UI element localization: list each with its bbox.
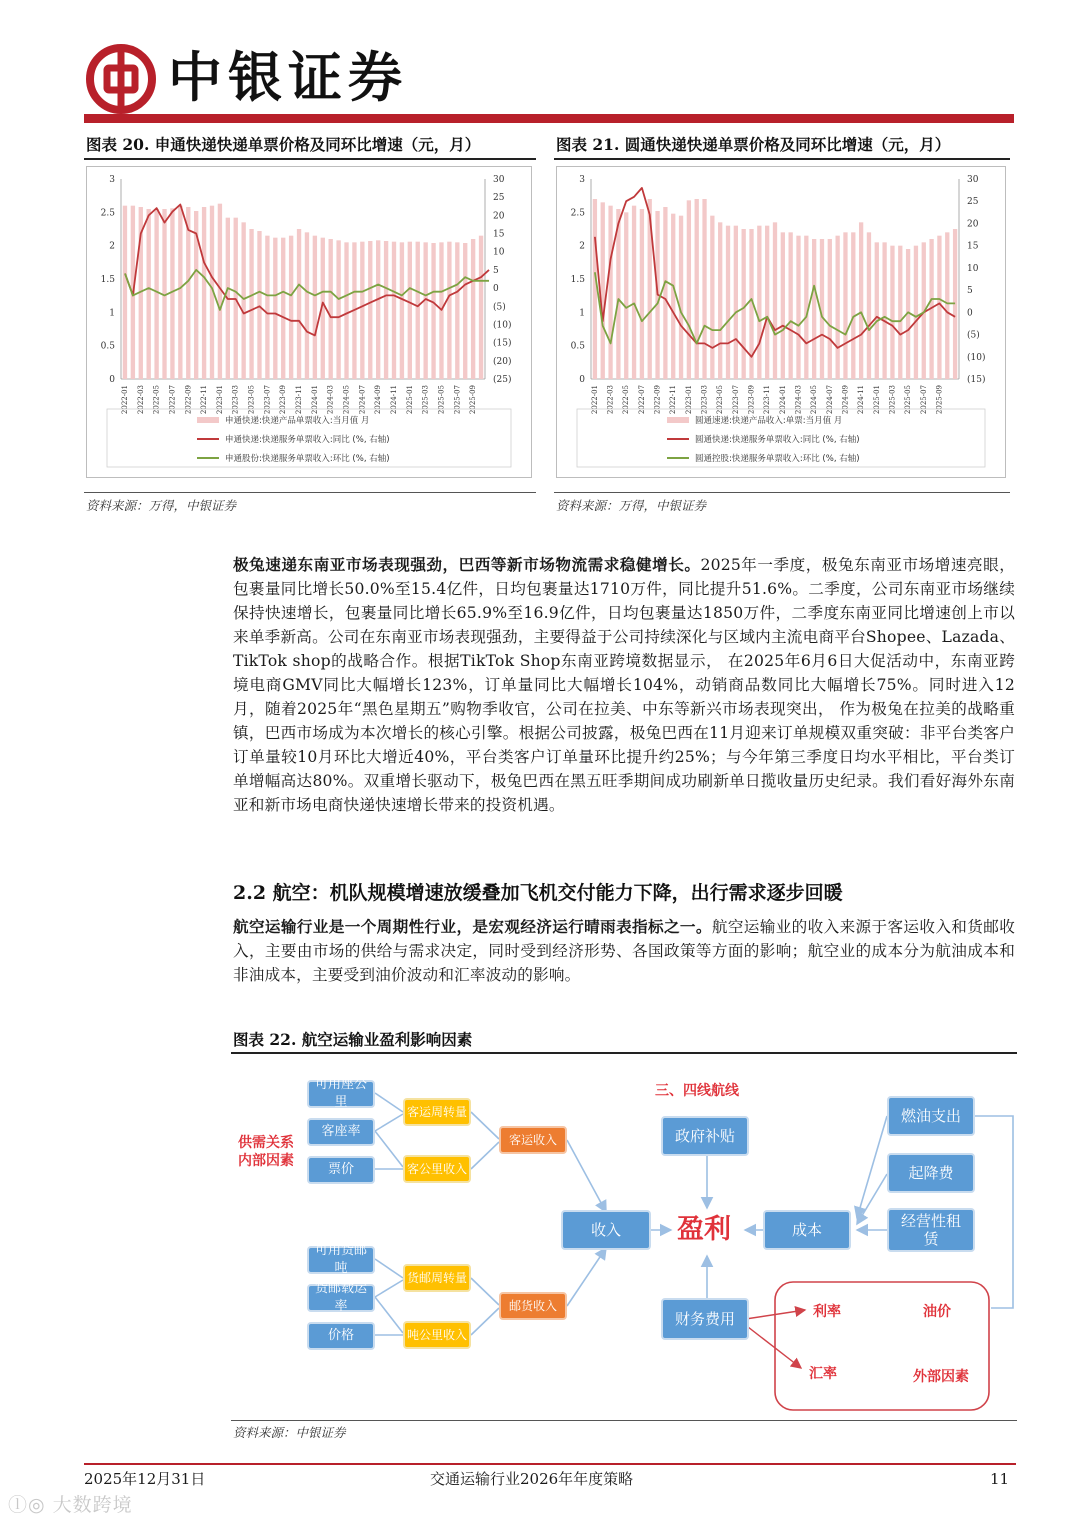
figure21-legend xyxy=(577,409,985,467)
figure21-right-tick-label: (15) xyxy=(967,375,986,385)
paragraph-jt-express-lead: 极兔速递东南亚市场表现强劲，巴西等新市场物流需求稳健增长。 xyxy=(233,555,701,574)
figure20-x-tick-label: 2023-11 xyxy=(295,385,303,415)
node-cost: 成本 xyxy=(763,1210,851,1250)
figure21-x-tick-label: 2025-01 xyxy=(872,385,881,415)
figure22-diagram xyxy=(231,1058,1017,1418)
figure20-bar xyxy=(249,229,253,379)
figure21-x-tick-label: 2023-01 xyxy=(684,385,693,415)
figure20-bar xyxy=(463,243,467,379)
figure21-right-tick-label: 20 xyxy=(967,219,979,230)
figure21-legend-label: 圆通控股:快递服务单票收入:环比 (%, 右轴) xyxy=(695,454,860,464)
figure20-bar xyxy=(154,209,158,379)
figure20-right-tick-label: (25) xyxy=(493,375,512,385)
header-rule xyxy=(84,114,1014,123)
figure21-bar xyxy=(781,232,785,379)
figure20-bar xyxy=(170,208,174,379)
figure20-caption-rule xyxy=(84,158,536,160)
figure21-source: 资料来源：万得，中银证券 xyxy=(556,498,707,513)
figure21-bar xyxy=(851,232,855,379)
figure21-left-tick-label: 0 xyxy=(579,375,585,385)
figure20-x-tick-label: 2023-09 xyxy=(279,385,288,415)
figure20-bar xyxy=(329,239,333,379)
node-ticket-price: 票价 xyxy=(307,1156,375,1184)
figure20-x-tick-label: 2022-01 xyxy=(121,385,129,415)
figure20-x-tick-label: 2025-03 xyxy=(421,385,430,415)
watermark-icon: ⓛ◎ xyxy=(8,1494,46,1516)
figure20-right-tick-label: 10 xyxy=(493,247,505,258)
figure20-x-tick-label: 2024-07 xyxy=(358,385,367,415)
node-available-seat-km: 可用座公里 xyxy=(307,1080,375,1108)
figure20-x-tick-label: 2023-05 xyxy=(247,385,256,415)
figure20-bar xyxy=(123,206,127,379)
label-oil-price: 油价 xyxy=(923,1304,951,1320)
figure20-bar xyxy=(368,241,372,379)
figure21-bar xyxy=(687,200,691,379)
figure21-bar xyxy=(773,222,777,379)
label-exchange-rate: 汇率 xyxy=(809,1366,837,1382)
figure21-legend-label: 圆通快递:快递服务单票收入:同比 (%, 右轴) xyxy=(695,435,860,445)
figure20-left-tick-label: 1.5 xyxy=(100,275,115,285)
figure21-bar xyxy=(608,206,612,379)
figure21-bar xyxy=(663,207,667,379)
figure20-x-tick-label: 2024-11 xyxy=(390,385,398,415)
figure21-x-tick-label: 2022-05 xyxy=(622,385,631,415)
figure22-source: 资料来源：中银证券 xyxy=(233,1425,346,1440)
figure20-bar xyxy=(297,229,301,379)
figure20-bar xyxy=(265,236,269,379)
figure20-x-tick-label: 2022-03 xyxy=(136,385,145,415)
figure20-right-tick-label: (15) xyxy=(493,338,512,349)
figure20-bar xyxy=(241,222,245,379)
figure21-bar xyxy=(859,222,863,379)
figure20-x-tick-label: 2022-05 xyxy=(152,385,161,415)
figure21-x-tick-label: 2025-09 xyxy=(935,385,944,415)
figure21-right-tick-label: 25 xyxy=(967,197,979,208)
figure21-bar xyxy=(890,246,894,379)
figure21-x-tick-label: 2024-09 xyxy=(841,385,850,415)
figure20-bar xyxy=(336,240,340,379)
node-finance-cost: 财务费用 xyxy=(661,1298,749,1340)
paragraph-jt-express-body: 2025年一季度，极兔东南亚市场增速亮眼，包裹量同比增长50.0%至15.4亿件，日均包裹量达1710万件，同比提升51.6%。二季度，公司东南亚市场继续保持快速增长，包裹量同比增长65.9%至16.9亿件，日均包裹量达1850万件，二季度东南亚同比增速创上市以来单季新高。公司在东南亚市场表现强劲，主要得益于公司持续深化与区域内主流电商平台Shopee、Lazada、TikTok shop的战略合作。根据TikTok Shop东南亚跨境数据显示， 在2025年6月6日大促活动中，东南亚跨境电商GMV同比大幅增长123%，订单量同比大幅增长104%，动销商品数同比大幅增长75%。同时进入12月，随着2025年“黑色星期五”购物季收官，公司在拉美、中东等新兴市场表现突出， 作为极兔在拉美的战略重镇，巴西市场成为本次增长的核心引擎。根据公司披露，极兔巴西在11月迎来订单规模双重突破：非平台类客户订单量较10月环比大增近40%，平台类客户订单量环比提升约25%；与今年第三季度日均水平相比，平台类订单增幅高达80%。双重增长驱动下，极兔巴西在黑五旺季期间成功刷新单日揽收量历史纪录。我们看好海外东南亚和新市场电商快递快速增长带来的投资机遇。 xyxy=(233,556,1015,814)
node-pax-revenue: 客运收入 xyxy=(499,1126,567,1154)
figure20-bar xyxy=(447,242,451,379)
footer-title: 交通运输行业2026年年度策略 xyxy=(430,1470,634,1488)
figure22-caption-rule xyxy=(231,1052,1017,1054)
figure21-bar xyxy=(679,216,683,379)
figure21-bar xyxy=(718,222,722,379)
figure21-x-tick-label: 2022-03 xyxy=(606,385,615,415)
figure21-bar xyxy=(789,232,793,379)
node-available-cargo-ton: 可用货邮吨 xyxy=(307,1246,375,1274)
figure21-caption-rule xyxy=(554,158,1010,160)
figure21-x-tick-label: 2023-07 xyxy=(731,385,740,415)
node-load-factor: 客座率 xyxy=(307,1118,375,1146)
paragraph-aviation-lead: 航空运输行业是一个周期性行业，是宏观经济运行晴雨表指标之一。 xyxy=(233,917,712,936)
figure21-bar xyxy=(882,242,886,379)
figure21-bar xyxy=(734,226,738,379)
figure20-x-tick-label: 2024-05 xyxy=(342,385,351,415)
figure20-bar xyxy=(273,238,277,379)
figure20-left-tick-label: 0 xyxy=(109,375,115,385)
brand-logo xyxy=(86,44,156,114)
figure20-x-tick-label: 2025-09 xyxy=(469,385,478,415)
figure21-right-tick-label: 30 xyxy=(967,175,979,185)
figure21-x-tick-label: 2022-01 xyxy=(590,385,599,415)
figure21-x-tick-label: 2025-07 xyxy=(919,385,928,415)
figure20-bar xyxy=(313,236,317,379)
figure21-bar xyxy=(898,246,902,379)
node-pax-km-revenue: 客公里收入 xyxy=(403,1155,471,1183)
figure21-x-tick-label: 2022-09 xyxy=(653,385,662,415)
figure20-x-tick-label: 2024-01 xyxy=(310,385,319,415)
figure21-bar xyxy=(875,242,879,379)
figure20-bar xyxy=(344,242,348,379)
figure20-left-tick-label: 3 xyxy=(109,175,115,185)
figure20-bar xyxy=(423,242,427,379)
watermark xyxy=(8,1490,133,1517)
figure21-x-tick-label: 2023-11 xyxy=(763,385,772,415)
section-heading-aviation: 2.2 航空：机队规模增速放缓叠加飞机交付能力下降，出行需求逐步回暖 xyxy=(233,882,843,904)
figure21-bar xyxy=(616,209,620,379)
figure20-bar xyxy=(305,232,309,379)
figure20-bar xyxy=(360,242,364,379)
label-internal-factor: 供需关系 内部因素 xyxy=(238,1135,294,1169)
figure21-bar xyxy=(726,226,730,379)
figure20-right-tick-label: 15 xyxy=(493,229,505,240)
figure21-legend-swatch xyxy=(667,417,689,423)
figure21-left-tick-label: 2 xyxy=(579,241,585,252)
figure21-x-tick-label: 2024-01 xyxy=(778,385,787,415)
figure21-right-tick-label: 0 xyxy=(967,308,973,319)
figure20-x-tick-label: 2022-11 xyxy=(200,385,209,415)
figure20-chart-svg xyxy=(87,167,531,477)
brand-name: 中银证券 xyxy=(168,45,408,109)
figure20-left-tick-label: 0.5 xyxy=(100,341,115,352)
figure21-x-tick-label: 2025-05 xyxy=(904,385,913,415)
label-interest-rate: 利率 xyxy=(813,1304,841,1320)
figure20-x-tick-label: 2023-01 xyxy=(215,385,224,415)
figure21-bar xyxy=(593,199,597,379)
figure21-bar xyxy=(937,236,941,379)
figure21-caption: 图表 21. 圆通快递快递单票价格及同环比增速（元，月） xyxy=(556,135,951,154)
figure20-right-tick-label: 5 xyxy=(493,265,499,276)
figure21-bar xyxy=(843,232,847,379)
figure21-x-tick-label: 2024-07 xyxy=(825,385,834,415)
node-fuel-expense: 燃油支出 xyxy=(887,1096,975,1136)
figure20-left-tick-label: 2.5 xyxy=(100,208,115,219)
figure20-right-tick-label: (10) xyxy=(493,320,512,331)
figure20-right-tick-label: (5) xyxy=(493,302,506,313)
figure21-x-tick-label: 2024-03 xyxy=(794,385,803,415)
footer-page-number: 11 xyxy=(990,1470,1010,1488)
figure21-x-tick-label: 2022-07 xyxy=(637,385,646,415)
figure20-x-tick-label: 2023-03 xyxy=(231,385,240,415)
node-revenue: 收入 xyxy=(561,1210,651,1250)
figure20-source-rule xyxy=(84,492,536,493)
figure20-x-tick-label: 2024-09 xyxy=(374,385,383,415)
figure20-right-tick-label: (20) xyxy=(493,356,512,367)
figure20-bar xyxy=(289,236,293,379)
figure21-chart-svg xyxy=(557,167,1005,477)
figure21-x-tick-label: 2023-05 xyxy=(716,385,725,415)
figure21-bar xyxy=(914,246,918,379)
figure20-bar xyxy=(376,240,380,379)
figure20-bar xyxy=(257,231,261,379)
figure21-bar xyxy=(757,226,761,379)
figure21-right-tick-label: 5 xyxy=(967,286,973,297)
figure20-legend-swatch xyxy=(197,417,219,423)
footer-rule xyxy=(84,1463,1016,1465)
label-tier34-routes: 三、四线航线 xyxy=(655,1083,739,1099)
node-operating-lease: 经营性租赁 xyxy=(887,1208,975,1252)
figure21-bar xyxy=(624,212,628,379)
figure20-bar xyxy=(400,242,404,379)
figure21-bar xyxy=(742,229,746,379)
figure21-x-tick-label: 2022-11 xyxy=(669,385,678,415)
paragraph-aviation-body: 航空运输业的收入来源于客运收入和货邮收入，主要由市场的供给与需求决定，同时受到经济形势、各国政策等方面的影响；航空业的成本分为航油成本和非油成本，主要受到油价波动和汇率波动的影响。 xyxy=(233,918,1015,984)
figure20-bar xyxy=(281,238,285,379)
figure21-bar xyxy=(796,236,800,379)
label-external-factor: 外部因素 xyxy=(913,1369,969,1385)
node-landing-fee: 起降费 xyxy=(887,1153,975,1193)
figure20-x-tick-label: 2025-01 xyxy=(405,385,414,415)
figure20-right-tick-label: 0 xyxy=(493,284,499,295)
figure21-legend-label: 圆通速递:快递产品收入:单票:当月值 月 xyxy=(695,416,843,426)
figure20-bar xyxy=(471,239,475,379)
figure20-left-tick-label: 2 xyxy=(109,241,115,252)
figure20-x-tick-label: 2025-07 xyxy=(453,385,462,415)
figure20-bar xyxy=(178,206,182,379)
footer-date: 2025年12月31日 xyxy=(84,1470,206,1488)
figure20-bar xyxy=(392,242,396,379)
figure20-caption: 图表 20. 申通快递快递单票价格及同环比增速（元，月） xyxy=(86,135,481,154)
figure22-source-rule xyxy=(231,1420,1017,1421)
figure20-x-tick-label: 2024-03 xyxy=(326,385,335,415)
node-profit: 盈利 xyxy=(677,1214,731,1245)
figure20-x-tick-label: 2023-07 xyxy=(263,385,272,415)
figure21-bar xyxy=(867,232,871,379)
figure20-right-tick-label: 20 xyxy=(493,211,505,222)
figure20-bar xyxy=(186,207,190,379)
node-cargo-load-factor: 货邮载运率 xyxy=(307,1284,375,1312)
figure21-x-tick-label: 2025-03 xyxy=(888,385,897,415)
figure21-right-tick-label: 10 xyxy=(967,263,979,274)
figure22-caption: 图表 22. 航空运输业盈利影响因素 xyxy=(233,1030,473,1049)
figure21-x-tick-label: 2023-09 xyxy=(747,385,756,415)
figure20-source: 资料来源：万得，中银证券 xyxy=(86,498,237,513)
node-ton-km-revenue: 吨公里收入 xyxy=(403,1321,471,1349)
figure20-legend-label: 申通快递:快递产品单票收入:当月值 月 xyxy=(225,416,370,426)
figure21-bar xyxy=(710,216,714,379)
figure21-bar xyxy=(828,239,832,379)
node-gov-subsidy: 政府补贴 xyxy=(661,1116,749,1156)
figure21-bar xyxy=(835,236,839,379)
figure20-bar xyxy=(431,243,435,379)
figure20-bar xyxy=(408,242,412,379)
figure21-left-tick-label: 2.5 xyxy=(570,208,585,219)
figure21-right-tick-label: 15 xyxy=(967,241,979,252)
figure21-left-tick-label: 1 xyxy=(579,308,585,319)
figure20-chart xyxy=(86,166,532,478)
figure21-bar xyxy=(945,232,949,379)
figure20-x-tick-label: 2025-05 xyxy=(437,385,446,415)
figure21-source-rule xyxy=(554,492,1010,493)
figure20-bar xyxy=(384,241,388,379)
figure21-x-tick-label: 2024-05 xyxy=(810,385,819,415)
node-pax-turnover: 客运周转量 xyxy=(403,1098,471,1126)
figure21-bar xyxy=(702,199,706,379)
figure20-bar xyxy=(479,236,483,379)
figure21-left-tick-label: 3 xyxy=(579,175,585,185)
node-cargo-turnover: 货邮周转量 xyxy=(403,1264,471,1292)
figure20-legend-label: 申通股份:快递服务单票收入:环比 (%, 右轴) xyxy=(225,454,390,464)
figure20-legend xyxy=(107,409,511,467)
figure21-bar xyxy=(640,209,644,379)
figure21-x-tick-label: 2024-11 xyxy=(857,385,866,415)
figure20-bar xyxy=(202,207,206,379)
figure21-chart xyxy=(556,166,1006,478)
figure20-bar xyxy=(416,242,420,379)
figure21-right-tick-label: (5) xyxy=(967,330,980,341)
figure20-right-tick-label: 30 xyxy=(493,175,505,185)
figure20-right-tick-label: 25 xyxy=(493,193,505,204)
paragraph-aviation xyxy=(233,915,1015,987)
figure21-bar xyxy=(601,202,605,379)
figure21-right-tick-label: (10) xyxy=(967,352,986,363)
figure21-left-tick-label: 1.5 xyxy=(570,275,585,285)
figure21-bar xyxy=(632,206,636,379)
node-cargo-revenue: 邮货收入 xyxy=(499,1292,567,1320)
figure20-left-tick-label: 1 xyxy=(109,308,115,319)
figure21-bar xyxy=(765,226,769,379)
figure20-x-tick-label: 2022-07 xyxy=(168,385,177,415)
figure21-x-tick-label: 2023-03 xyxy=(700,385,709,415)
figure21-left-tick-label: 0.5 xyxy=(570,341,585,352)
watermark-text: 大数跨境 xyxy=(52,1494,133,1516)
figure21-bar xyxy=(671,214,675,379)
figure21-bar xyxy=(812,239,816,379)
paragraph-jt-express xyxy=(233,553,1015,817)
figure21-bar xyxy=(695,199,699,379)
figure20-bar xyxy=(147,209,151,379)
figure20-x-tick-label: 2022-09 xyxy=(184,385,193,415)
node-cargo-price: 价格 xyxy=(307,1322,375,1350)
figure20-bar xyxy=(455,242,459,379)
figure20-legend-label: 申通快递:快递服务单票收入:同比 (%, 右轴) xyxy=(225,435,390,445)
